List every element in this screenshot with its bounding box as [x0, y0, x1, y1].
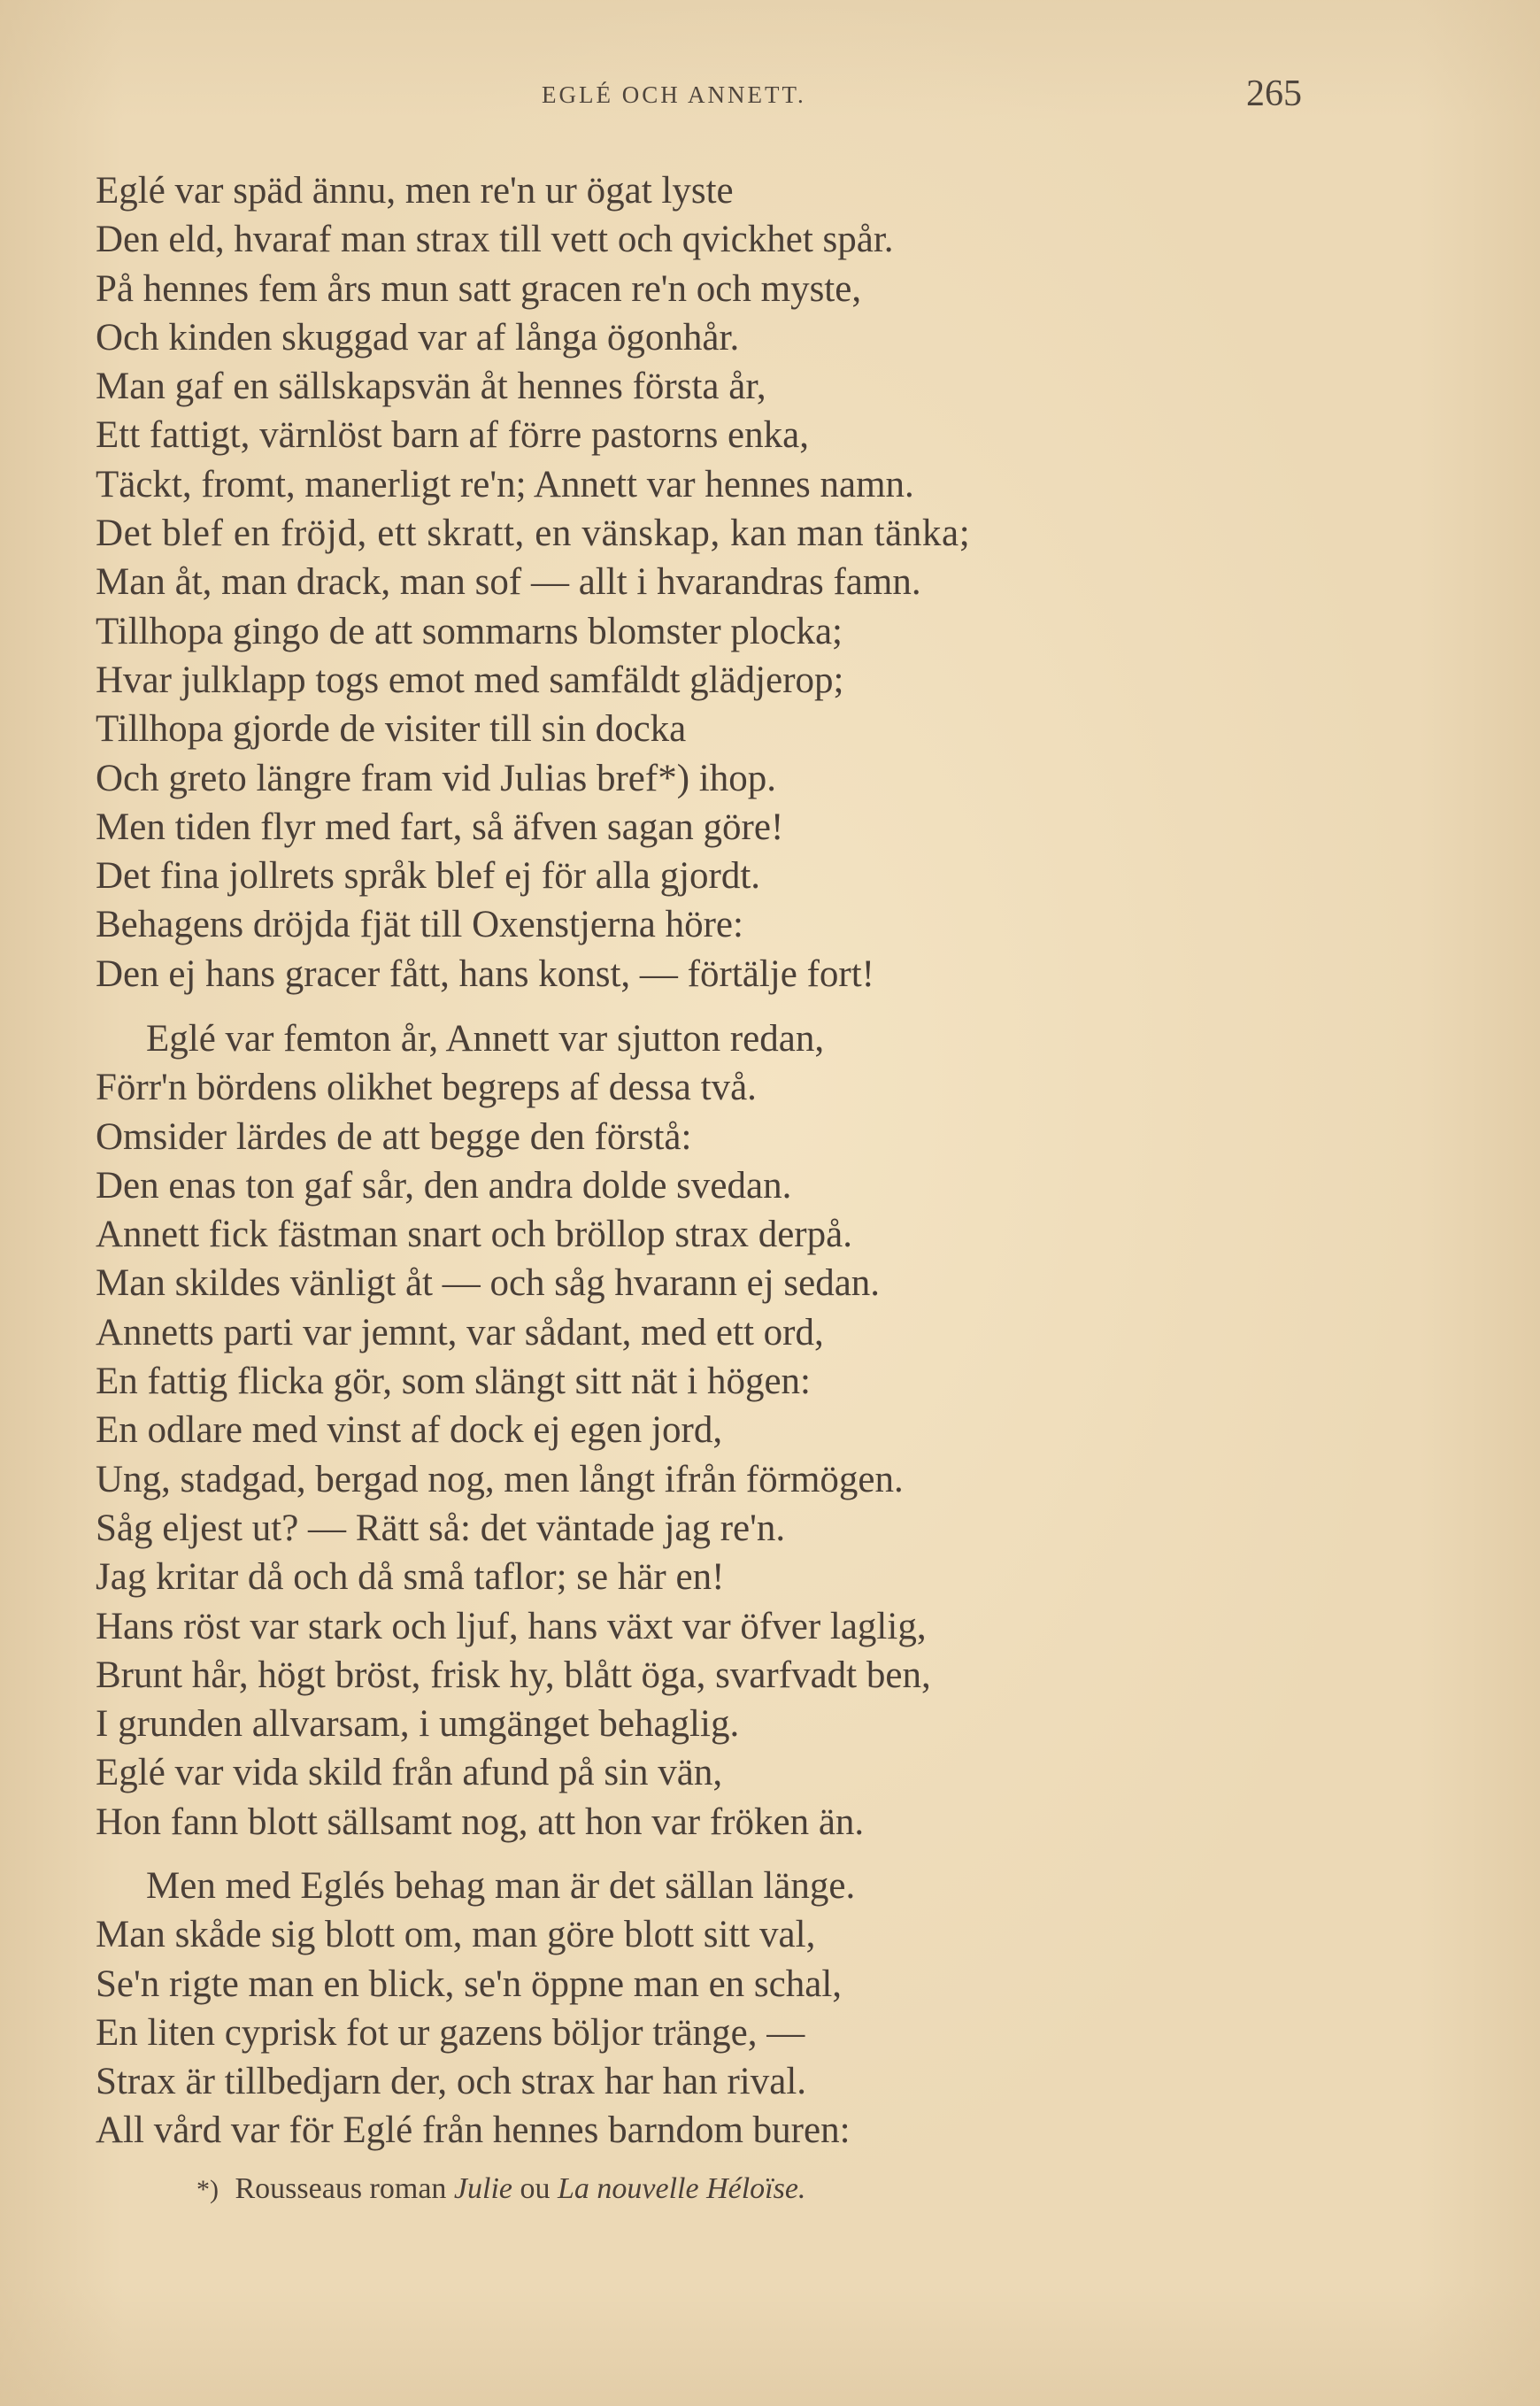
stanza-1 — [96, 166, 970, 999]
verse-line: Man skåde sig blott om, man göre blott sitt val, — [96, 1914, 816, 1956]
verse-line: Men med Eglés behag man är det sällan länge. — [146, 1865, 856, 1907]
running-title: EGLÉ OCH ANNETT. — [542, 81, 806, 108]
verse-line: Omsider lärdes de att begge den förstå: — [96, 1115, 692, 1158]
verse-line: Det fina jollrets språk blef ej för alla gjordt. — [96, 855, 761, 898]
verse-line: Hon fann blott sällsamt nog, att hon var fröken än. — [96, 1801, 865, 1843]
verse-line: Förr'n bördens olikhet begreps af dessa två. — [96, 1067, 757, 1109]
verse-line: Ett fattigt, värnlöst barn af förre pastorns enka, — [96, 414, 809, 457]
verse-line: En liten cyprisk fot ur gazens böljor tränge, — — [96, 2011, 805, 2054]
verse-line: Ung, stadgad, bergad nog, men långt ifrån förmögen. — [96, 1458, 904, 1500]
verse-line: Tillhopa gjorde de visiter till sin docka — [96, 708, 687, 751]
footnote-text: Rousseaus roman — [235, 2172, 447, 2205]
verse-line: Den enas ton gaf sår, den andra dolde svedan. — [96, 1164, 792, 1207]
verse-line: På hennes fem års mun satt gracen re'n och myste, — [96, 267, 862, 310]
footnote — [196, 2172, 805, 2206]
verse-line: Täckt, fromt, manerligt re'n; Annett var hennes namn. — [96, 463, 914, 505]
verse-line: Eglé var späd ännu, men re'n ur ögat lyste — [96, 170, 734, 212]
verse-line: Det blef en fröjd, ett skratt, en vänskap, kan man tänka; — [96, 513, 971, 555]
verse-line: I grunden allvarsam, i umgänget behaglig. — [96, 1703, 740, 1746]
stanza-2 — [96, 1014, 931, 1847]
verse-line: Såg eljest ut? — Rätt så: det väntade jag re'n. — [96, 1507, 786, 1549]
footnote-title-julie: Julie — [453, 2172, 512, 2205]
verse-line: Se'n rigte man en blick, se'n öppne man en schal, — [96, 1963, 843, 2005]
verse-line: Men tiden flyr med fart, så äfven sagan göre! — [96, 806, 784, 848]
verse-line: Och greto längre fram vid Julias bref*) ihop. — [96, 757, 776, 799]
verse-line: Man åt, man drack, man sof — allt i hvarandras famn. — [96, 561, 921, 604]
verse-line: Den eld, hvaraf man strax till vett och qvickhet spår. — [96, 219, 894, 261]
stanza-3 — [96, 1862, 855, 2155]
verse-line: Och kinden skuggad var af långa ögonhår. — [96, 316, 740, 359]
verse-line: Hvar julklapp togs emot med samfäldt glädjerop; — [96, 659, 844, 701]
verse-line: Den ej hans gracer fått, hans konst, — förtälje fort! — [96, 952, 874, 995]
verse-line: Hans röst var stark och ljuf, hans växt var öfver laglig, — [96, 1605, 927, 1647]
verse-line: Annetts parti var jemnt, var sådant, med ett ord, — [96, 1311, 824, 1353]
verse-line: Eglé var femton år, Annett var sjutton redan, — [146, 1018, 825, 1060]
verse-line: All vård var för Eglé från hennes barndom buren: — [96, 2109, 851, 2152]
verse-line: Jag kritar då och då små taflor; se här en! — [96, 1556, 725, 1599]
verse-line: Man skildes vänligt åt — och såg hvarann ej sedan. — [96, 1262, 881, 1305]
verse-line: Tillhopa gingo de att sommarns blomster plocka; — [96, 610, 843, 652]
footnote-marker: *) — [196, 2175, 219, 2204]
footnote-connector: ou — [520, 2172, 551, 2205]
verse-line: En fattig flicka gör, som slängt sitt nät i högen: — [96, 1361, 811, 1403]
verse-line: Eglé var vida skild från afund på sin vän, — [96, 1752, 723, 1794]
verse-line: Strax är tillbedjarn der, och strax har han rival. — [96, 2061, 807, 2103]
verse-line: Annett fick fästman snart och bröllop strax derpå. — [96, 1214, 852, 1256]
page-number: 265 — [1246, 73, 1302, 114]
verse-line: Brunt hår, högt bröst, frisk hy, blått öga, svarfvadt ben, — [96, 1654, 931, 1696]
verse-line: Behagens dröjda fjät till Oxenstjerna höre: — [96, 904, 743, 946]
verse-line: Man gaf en sällskapsvän åt hennes första år, — [96, 366, 766, 408]
footnote-title-heloise: La nouvelle Héloïse. — [558, 2172, 806, 2205]
verse-line: En odlare med vinst af dock ej egen jord, — [96, 1409, 723, 1452]
